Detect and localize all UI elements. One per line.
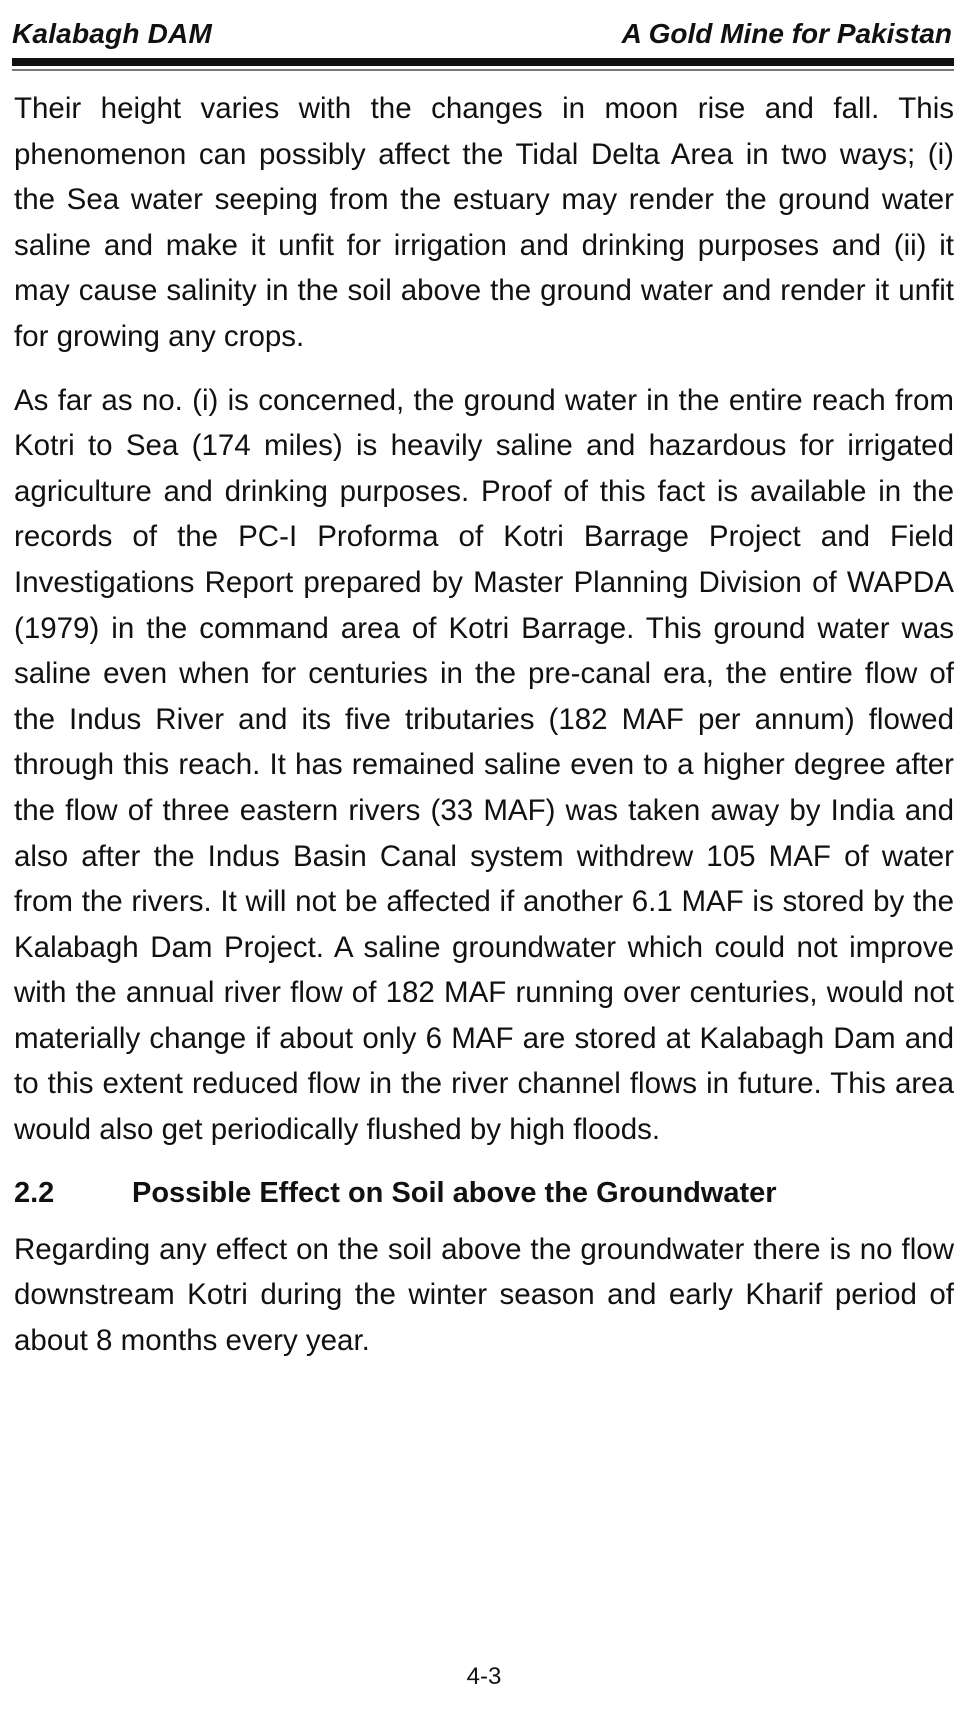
page-number: 4-3 xyxy=(466,1663,502,1690)
header-subtitle: A Gold Mine for Pakistan xyxy=(621,18,952,49)
paragraph-soil-effect: Regarding any effect on the soil above the groundwater there is no flow downstream Kotri during the winter season and early Kharif period of about 8 months every year. xyxy=(14,1232,954,1357)
running-header xyxy=(12,14,952,54)
paragraph-tidal-delta: Their height varies with the changes in moon rise and fall. This phenomenon can possibly affect the Tidal Delta Area in two ways; (i) the Sea water seeping from the estuary may render the ground water saline and make it unfit for irrigation and drinking purposes and (ii) it may cause salinity in the soil above the ground water and render it unfit for growing any crops. xyxy=(14,92,954,353)
section-title: Possible Effect on Soil above the Groundwater xyxy=(132,1176,777,1209)
section-heading xyxy=(14,1171,954,1215)
body-content xyxy=(14,86,954,1363)
header-rule-thick xyxy=(12,58,954,66)
header-book-title: Kalabagh DAM xyxy=(12,18,212,49)
section-number: 2.2 xyxy=(14,1176,55,1209)
header-rule-thin xyxy=(12,69,954,71)
paragraph-groundwater-saline: As far as no. (i) is concerned, the ground water in the entire reach from Kotri to Sea (174 miles) is heavily saline and hazardous for irrigated agriculture and drinking purposes. Proof of this fact is available in the records of the PC-I Proforma of Kotri Barrage Project and Field Investigations Report prepared by Master Planning Division of WAPDA (1979) in the command area of Kotri Barrage. This ground water was saline even when for centuries in the pre-canal era, the entire flow of the Indus River and its five tributaries (182 MAF per annum) flowed through this reach. It has remained saline even to a higher degree after the flow of three eastern rivers (33 MAF) was taken away by India and also after the Indus Basin Canal system withdrew 105 MAF of water from the rivers. It will not be affected if another 6.1 MAF is stored by the Kalabagh Dam Project. A saline groundwater which could not improve with the annual river flow of 182 MAF running over centuries, would not materially change if about only 6 MAF are stored at Kalabagh Dam and to this extent reduced flow in the river channel flows in future. This area would also get periodically flushed by high floods. xyxy=(14,383,954,1147)
